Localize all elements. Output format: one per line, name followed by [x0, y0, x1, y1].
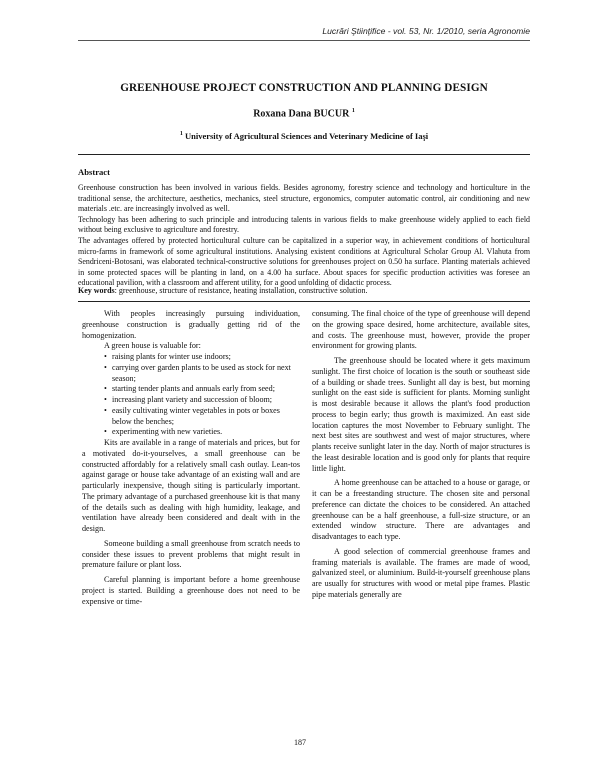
keywords-text: : greenhouse, structure of resistance, heating installation, constructive solution. [114, 286, 368, 295]
list-item: • carrying over garden plants to be used as stock for next season; [104, 362, 291, 383]
list-item: • easily cultivating winter vegetables in pots or boxes below the benches; [104, 405, 280, 426]
bullet-icon: • [104, 352, 107, 361]
keywords-label: Key words [78, 286, 115, 295]
abstract-paragraph: Greenhouse construction has been involved in various fields. Besides agronomy, forestry science and technology and horticulture in the traditional sense, the architecture, aesthetics, mechanics, steel structure, ergonomics, computer automatic control, air conditioning and new materials .etc. are increasingly involved as well. [78, 183, 530, 214]
bullet-icon: • [104, 362, 107, 372]
bullet-icon: • [104, 427, 107, 437]
body-paragraph: A home greenhouse can be attached to a house or garage, or it can be a freestanding structure. The chosen site and personal preference can dictate the choices to be considered. An attached greenhouse can be a half greenhouse, a full-size structure, or an extended window structure. There are advantages and disadvantages to each type. [312, 478, 530, 541]
body-paragraph: Someone building a small greenhouse from scratch needs to consider these issues to prevent problems that might result in premature failure or plant loss. [82, 538, 300, 570]
body-paragraph: A green house is valuable for: [104, 341, 201, 351]
list-item: • raising plants for winter use indoors; [104, 352, 231, 361]
page-number: 187 [294, 738, 306, 747]
author [78, 108, 530, 119]
bullet-icon: • [104, 395, 107, 404]
body-paragraph: Kits are available in a range of materials and prices, but for a motivated do-it-yourselves, a small greenhouse can be constructed affordably for a relatively small cash outlay. Lean-tos against garage or house take advantage of an existing wall and are particularly inexpensive, though siting is particularly important. The primary advantage of a purchased greenhouse kit is that many of the details such as dealing with high humidity, leakage, and ventilation have already been considered and dealt with in the design. [82, 438, 300, 533]
right-column [312, 309, 530, 601]
header-rule [78, 40, 530, 41]
abstract-heading: Abstract [78, 167, 110, 177]
abstract-paragraph: The advantages offered by protected horticultural culture can be capitalized in a superior way, in achievement conditions of horticultural micro-farms in framework of some agricultural institutions. Analysing existent conditions at Agricultural Scholar Group Al. Vlahuta from Sendriceni-Botosani, was elaborated technical-constructive solutions for greenhouses project on 0.50 ha surface. Planting materials achieved in some protected spaces will be planting in land, on a 4.00 ha surface. About spaces for specific production activities was foresee an educational pavilion, with a classroom and afferent utility, for a good unfolding of didactic process. [78, 235, 530, 288]
journal-header: Lucrări Ştiinţifice - vol. 53, Nr. 1/2010, seria Agronomie [322, 26, 530, 36]
list-item: • experimenting with new varieties. [104, 427, 223, 437]
bullet-icon: • [104, 384, 107, 394]
paper-title: GREENHOUSE PROJECT CONSTRUCTION AND PLANNING DESIGN [120, 82, 488, 94]
affiliation-text: University of Agricultural Sciences and Veterinary Medicine of Iaşi [184, 131, 429, 141]
affiliation-superscript: 1 [179, 131, 183, 138]
bullet-icon: • [104, 405, 107, 415]
list-item: • increasing plant variety and succession of bloom; [104, 395, 273, 404]
body-paragraph: The greenhouse should be located where it gets maximum sunlight. The first choice of location is the south or southeast side of a building or shade trees. Sunlight all day is best, but morning sunlight on the east side is sufficient for plants. Morning sunlight is most desirable because it allows the plant's food production process to begin early; thus growth is maximized. An east side location captures the most November to February sunlight. The next best sites are southwest and west of major structures, where plants receive sunlight later in the day. North of major structures is the least desirable location and is good only for plants that require little light. [312, 356, 530, 473]
keywords [78, 286, 530, 295]
uses-list [82, 352, 300, 438]
left-column [82, 309, 300, 607]
body-paragraph: Careful planning is important before a home greenhouse project is started. Building a greenhouse does not need to be expensive or time- [82, 575, 300, 606]
list-item: • starting tender plants and annuals early from seed; [104, 384, 275, 394]
abstract-top-rule [78, 154, 530, 155]
author-superscript: 1 [351, 108, 355, 114]
author-name: Roxana Dana BUCUR [253, 108, 350, 120]
abstract-body [78, 183, 530, 289]
body-paragraph: With peoples increasingly pursuing individuation, greenhouse construction is gradually getting rid of the homogenization. [82, 309, 300, 340]
keywords-bottom-rule [78, 301, 530, 302]
abstract-paragraph: Technology has been adhering to such principle and introducing talents in various fields to make greenhouse widely applied to each field without being exclusive to agriculture and forestry. [78, 214, 530, 235]
body-paragraph: consuming. The final choice of the type of greenhouse will depend on the growing space desired, home architecture, available sites, and costs. The greenhouse must, however, provide the proper environment for growing plants. [312, 309, 530, 351]
body-paragraph: A good selection of commercial greenhouse frames and framing materials is available. The frames are made of wood, galvanized steel, or aluminium. Build-it-yourself greenhouse plans are usually for structures with wood or metal pipe frames. Plastic pipe materials generally are [312, 546, 530, 599]
affiliation [78, 131, 530, 141]
